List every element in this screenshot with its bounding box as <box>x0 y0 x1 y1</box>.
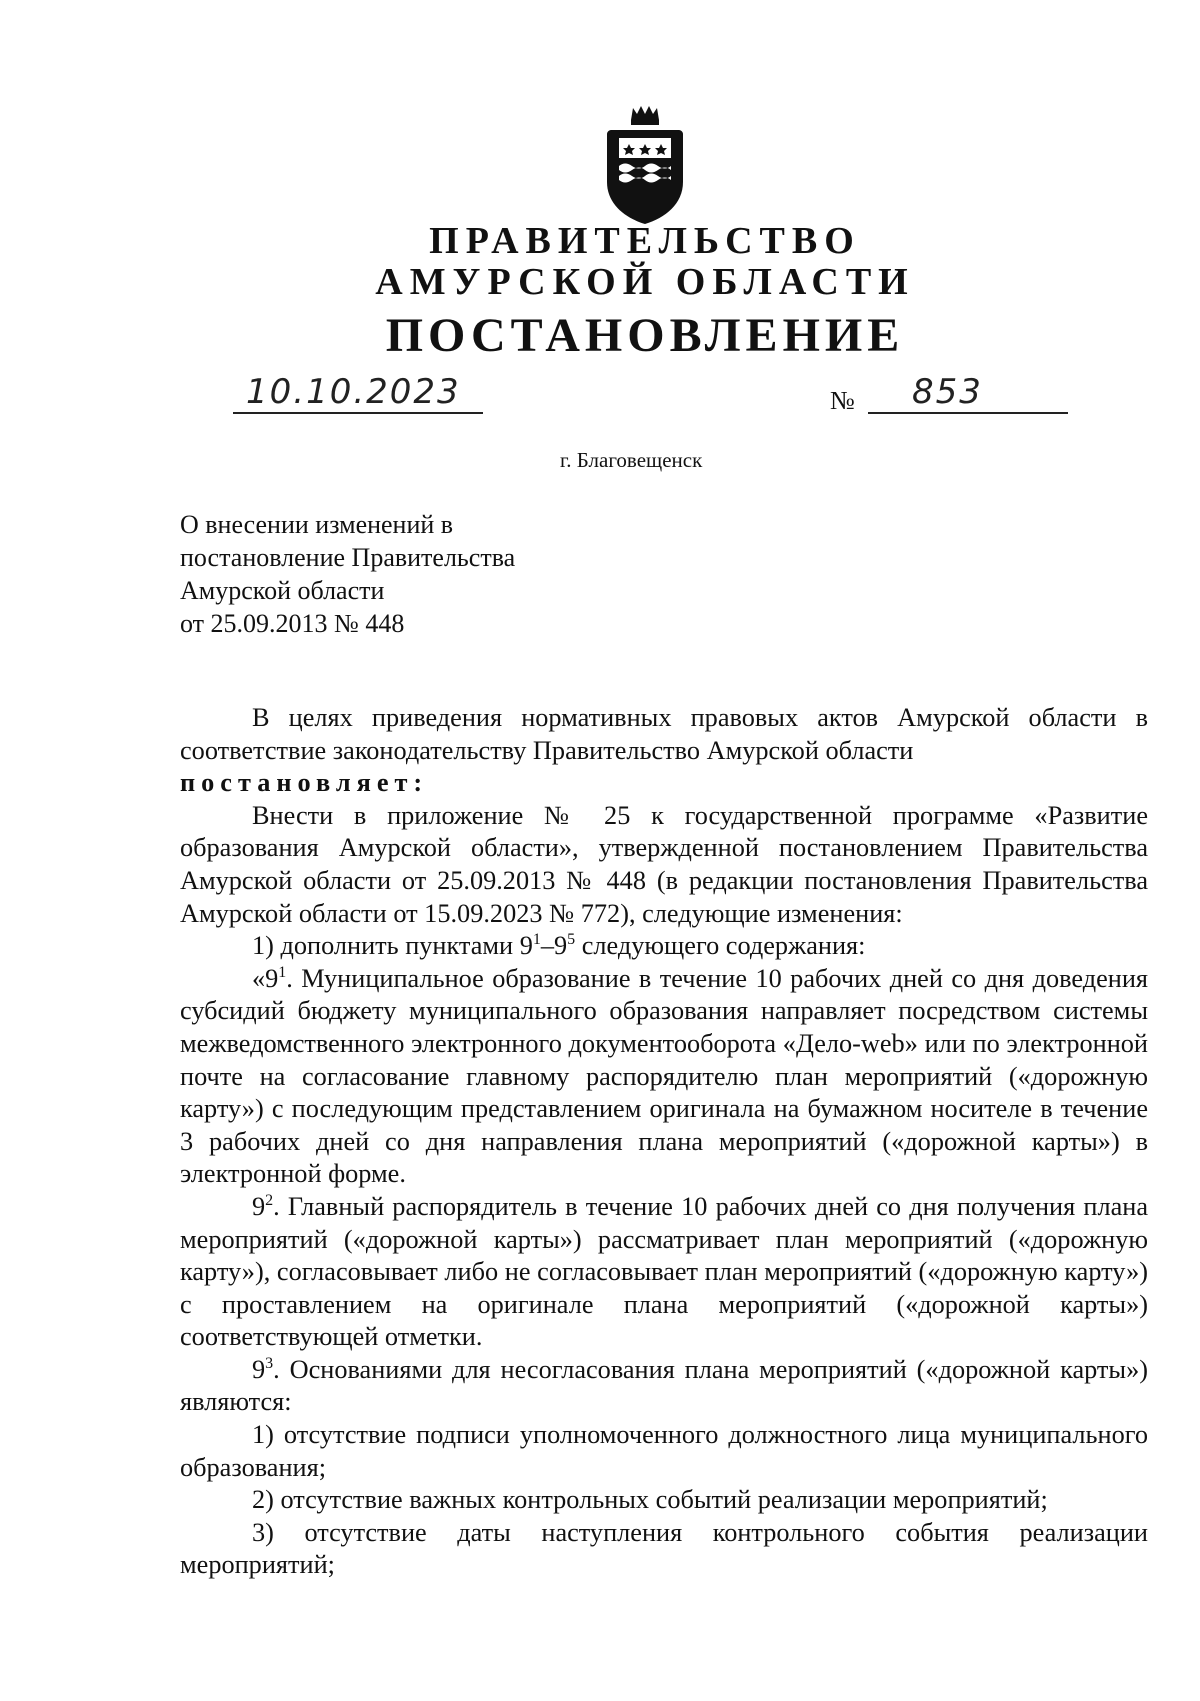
document-body <box>180 702 1148 1582</box>
number-sign: № <box>830 386 855 415</box>
list-item-2: 2) отсутствие важных контрольных событий реализации мероприятий; <box>252 1485 1048 1515</box>
superscript: 1 <box>278 963 287 981</box>
resolves-label <box>180 767 1148 800</box>
paragraph-text: . Основаниями для несогласования плана мероприятий («дорожной карты») являются: <box>180 1354 1148 1417</box>
region-title: АМУРСКОЙ ОБЛАСТИ <box>375 261 915 303</box>
superscript: 3 <box>265 1355 274 1373</box>
paragraph-text: 1) дополнить пунктами 9 <box>252 931 533 961</box>
preamble-paragraph: В целях приведения нормативных правовых актов Амурской области в соответствие законодательству Правительство Амурской области <box>180 703 1148 765</box>
amendment-intro-paragraph: Внести в приложение № 25 к государственной программе «Развитие образования Амурской области», утвержденной постановлением Правительства Амурской области от 25.09.2013 № 448 (в редакции постановления Правительства Амурской области от 15.09.2023 № 772), следующие изменения: <box>180 800 1148 928</box>
coat-of-arms-emblem <box>603 104 687 226</box>
list-item-3: 3) отсутствие даты наступления контрольного события реализации мероприятий; <box>180 1517 1148 1580</box>
superscript: 1 <box>532 931 541 949</box>
list-item-1: 1) отсутствие подписи уполномоченного должностного лица муниципального образования; <box>180 1420 1148 1482</box>
paragraph-text: . Муниципальное образование в течение 10 рабочих дней со дня доведения субсидий бюджету муниципального образования направляет посредством системы межведомственного электронного документооборота «Дело-web» или по электронной почте на согласование главному распорядителю план мероприятий («дорожную карту») с последующим представлением оригинала на бумажном носителе в течение 3 рабочих дней со дня направления плана мероприятий («дорожной карты») в электронной форме. <box>180 963 1148 1189</box>
paragraph-text: следующего содержания: <box>575 931 866 961</box>
subject-block <box>180 508 515 640</box>
handwritten-date: 10.10.2023 <box>246 372 461 412</box>
point-9-1-paragraph <box>180 963 1148 1191</box>
paragraph-text: «9 <box>252 963 279 993</box>
point-9-2-paragraph <box>180 1191 1148 1354</box>
point-9-3-paragraph <box>180 1354 1148 1419</box>
city-label: г. Благовещенск <box>560 448 703 472</box>
paragraph-text: . Главный распорядитель в течение 10 рабочих дней со дня получения плана мероприятий («дорожной карты») рассматривает план мероприятий («дорожную карту»), согласовывает либо не согласовывает план мероприятий («дорожную карту») с проставлением на оригинале плана мероприятий («дорожной карты») соответствующей отметки. <box>180 1191 1148 1352</box>
date-underline <box>233 412 483 414</box>
government-title: ПРАВИТЕЛЬСТВО <box>429 220 861 262</box>
superscript: 2 <box>265 1192 274 1210</box>
handwritten-number: 853 <box>912 372 983 412</box>
document-type-title: ПОСТАНОВЛЕНИЕ <box>385 309 905 362</box>
subject-line: постановление Правительства <box>180 543 516 572</box>
subject-line: Амурской области <box>180 576 385 605</box>
number-underline <box>868 412 1068 414</box>
paragraph-text: –9 <box>540 931 568 961</box>
paragraph-text: 9 <box>252 1354 266 1384</box>
subject-line: от 25.09.2013 № 448 <box>180 609 405 638</box>
superscript: 5 <box>567 931 576 949</box>
item-1-paragraph <box>180 930 1148 963</box>
paragraph-text: 9 <box>252 1191 266 1221</box>
subject-line: О внесении изменений в <box>180 510 454 539</box>
resolves-text: постановляет: <box>180 768 429 798</box>
